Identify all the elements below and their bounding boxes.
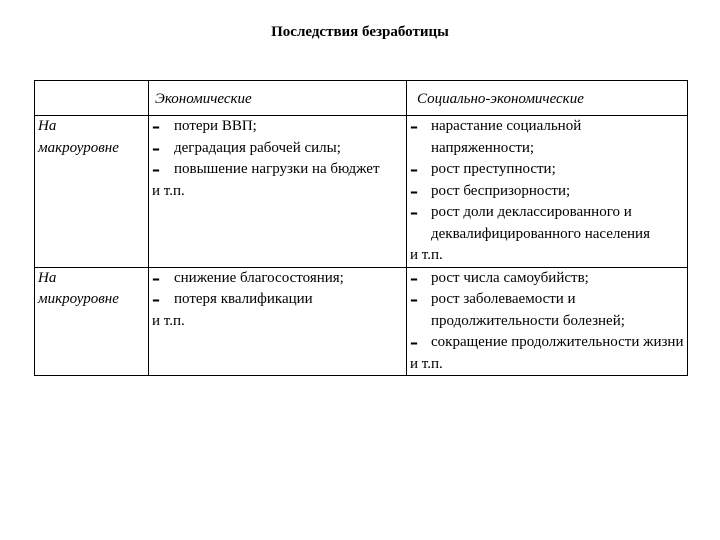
consequences-table [34, 80, 688, 376]
economic-list-macro [152, 116, 403, 181]
level-label-line1: На [38, 269, 57, 286]
list-item: – рост числа самоубийств; [410, 268, 684, 290]
socio-economic-list-macro [410, 116, 684, 245]
list-item: – рост беспризорности; [410, 181, 684, 203]
socio-economic-list-micro [410, 268, 684, 354]
economic-list-micro [152, 268, 403, 311]
list-item: – потеря квалификации [152, 289, 403, 311]
economic-cell-macro [149, 116, 407, 268]
list-item: – повышение нагрузки на бюджет [152, 159, 403, 181]
list-item: – сокращение продолжительности жизни [410, 332, 684, 354]
header-row [35, 81, 688, 116]
socio-economic-cell-macro [407, 116, 688, 268]
page-title: Последствия безработицы [271, 24, 449, 40]
list-item: – нарастание социальной напряженности; [410, 116, 684, 159]
level-label-line2: микроуровне [38, 291, 119, 307]
level-label-line2: макроуровне [38, 139, 119, 156]
etc-note: и т.п. [152, 182, 185, 199]
etc-note: и т.п. [410, 247, 443, 263]
list-item: – снижение благосостояния; [152, 268, 403, 290]
etc-note: и т.п. [410, 355, 443, 372]
list-item: – рост доли деклассированного и деквалифицированного населения [410, 202, 684, 245]
economic-cell-micro [149, 267, 407, 376]
level-label-line1: На [38, 118, 57, 134]
list-item: – рост заболеваемости и продолжительности болезней; [410, 289, 684, 332]
header-economic: Экономические [149, 81, 407, 116]
header-socio-economic: Социально-экономические [407, 81, 688, 116]
level-cell-micro [35, 267, 149, 376]
table-row-micro [35, 267, 688, 376]
socio-economic-cell-micro [407, 267, 688, 376]
table-row-macro [35, 116, 688, 268]
level-cell-macro [35, 116, 149, 268]
list-item: – потери ВВП; [152, 116, 403, 138]
etc-note: и т.п. [152, 312, 185, 329]
list-item: – деградация рабочей силы; [152, 138, 403, 160]
list-item: – рост преступности; [410, 159, 684, 181]
header-corner-cell [35, 81, 149, 116]
